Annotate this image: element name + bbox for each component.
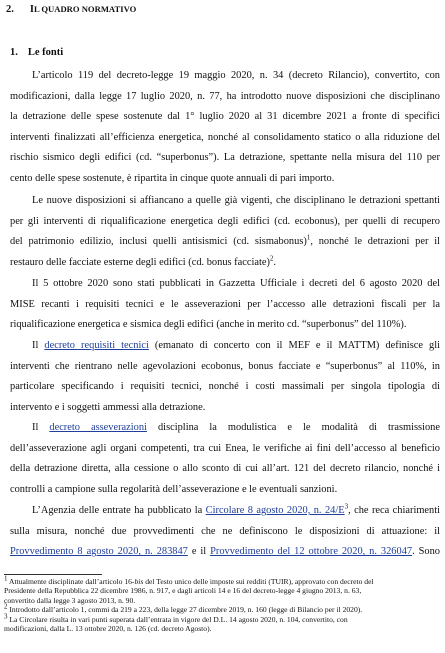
paragraph-line: L’articolo 119 del decreto-legge 19 maggio 2020, n. 34 (decreto Rilancio), convertito, con	[32, 70, 440, 81]
text-run: . Sono	[412, 546, 440, 558]
paragraph-line	[10, 253, 440, 274]
paragraph-line: intervento e i soggetti ammessi alla detrazione.	[10, 401, 206, 413]
paragraph-line: interventi finalizzati all’efficienza energetica, nonché al consolidamento statico o alla riduzione del	[10, 131, 440, 143]
provvedimento-283847-link[interactable]: Provvedimento 8 agosto 2020, n. 283847	[10, 546, 188, 558]
footnote-line	[4, 596, 442, 605]
footnote-mark: 1	[4, 574, 8, 583]
text-run: (emanato di concerto con il MEF e il MATTM) definisce gli	[154, 340, 440, 351]
section-title-rest-1: L	[33, 4, 42, 14]
paragraph-line: particolare specificando i requisiti tecnici, nonché i costi massimali per singola tipologia di	[10, 381, 440, 393]
paragraph-line: per gli interventi di riqualificazione energetica degli edifici (cd. ecobonus), per quelli di recupero	[10, 215, 440, 227]
section-number: 2.	[6, 4, 14, 15]
section-title-initial: I	[29, 4, 34, 15]
paragraph-line	[10, 501, 440, 522]
text-run: restauro delle facciate esterne degli edifici (cd. bonus facciate)	[10, 256, 270, 268]
footnote-mark: 3	[4, 612, 8, 621]
paragraph-line: Le nuove disposizioni si affiancano a quelle già vigenti, che disciplinano le detrazioni spettanti	[32, 195, 440, 206]
footnote-line	[4, 574, 442, 586]
paragraph-line	[10, 336, 440, 357]
paragraph-6	[10, 501, 440, 563]
footnotes	[4, 574, 442, 634]
paragraph-line: cento delle spese sostenute, è ripartita in cinque quote annuali di pari importo.	[10, 172, 335, 184]
paragraph-line: MISE recanti i requisiti tecnici e le asseverazioni per l’accesso alle detrazioni fiscali per la	[10, 298, 440, 310]
provvedimento-326047-link[interactable]: Provvedimento del 12 ottobre 2020, n. 326047	[210, 546, 413, 558]
paragraph-line: riqualificazione energetica e sismica degli edifici (anche in merito cd. “superbonus” del 110%).	[10, 319, 407, 331]
paragraph-line: la detrazione delle spese sostenute dal 1° luglio 2020 al 31 dicembre 2021 a fronte di specifici	[10, 111, 440, 123]
paragraph-line: Il 5 ottobre 2020 sono stati pubblicati in Gazzetta Ufficiale i decreti del 6 agosto 2020 del	[32, 278, 440, 289]
text-run: Attualmente disciplinate dall’articolo 16-	[7, 577, 135, 586]
paragraph-1	[10, 66, 440, 190]
paragraph-line: controlli a campione sulla regolarità dell’asseverazione e le eventuali sanzioni.	[10, 483, 338, 495]
paragraph-line	[10, 542, 440, 563]
text-run: e il	[187, 546, 211, 558]
text-run-italic: bis	[134, 577, 144, 586]
paragraph-line: sulla misura, nonché due provvedimenti che ne definiscono le disposizioni di attuazione: il	[10, 525, 440, 537]
circolare-24e-link[interactable]: Circolare 8 agosto 2020, n. 24/E	[205, 505, 345, 516]
paragraph-4	[10, 336, 440, 418]
text-run: , nonché le detrazioni per il	[310, 236, 440, 248]
text-run: Il	[32, 340, 39, 351]
footnote-line	[4, 602, 442, 615]
paragraph-line: della detrazione diretta, alla cessione o allo sconto di cui all’art. 121 del decreto rilancio, nonché i	[10, 463, 440, 475]
section-title-rest-2: QUADRO NORMATIVO	[41, 4, 137, 14]
subsection-number: 1.	[10, 47, 18, 58]
paragraph-line: modificazioni, dalla legge 17 luglio 2020, n. 77, ha introdotto nuove disposizioni che disciplinano	[10, 90, 440, 102]
text-run: La Circolare risulta in vari punti superata dall’entrata in vigore del D.L. 14 agosto 2020, n. 104, convertito, con	[7, 614, 348, 624]
subsection-heading	[10, 47, 63, 58]
footnote-line	[4, 624, 442, 633]
text-run: del Testo unico delle imposte sui redditi (TUIR), approvato con decreto del	[143, 577, 374, 586]
paragraph-line: rischio sismico degli edifici (cd. “superbonus”). La detrazione, spettante nella misura del 110 per	[10, 152, 440, 164]
paragraph-line: interventi che rientrano nelle agevolazioni ecobonus, bonus facciate e “superbonus” al 110%, in	[10, 360, 440, 372]
decreto-asseverazioni-link[interactable]: decreto asseverazioni	[49, 422, 147, 433]
text-run: Presidente della Repubblica 22 dicembre 1986, n. 917, e dagli articoli 14 e 16 del decreto-legge 4 giugno 2013, n. 63,	[4, 586, 362, 596]
text-run: Il	[32, 422, 39, 433]
text-run: Introdotto dall’articolo 1, commi da 219 a 223, della legge 27 dicembre 2019, n. 160 (legge di Bilancio per il 2020).	[7, 605, 363, 615]
footnote-line	[4, 586, 442, 595]
text-run: , che reca chiarimenti	[348, 505, 441, 516]
footnote-ref-2[interactable]: 2	[269, 254, 274, 263]
paragraph-line	[10, 418, 440, 439]
footnote-ref-1[interactable]: 1	[306, 233, 311, 242]
paragraph-5	[10, 418, 440, 500]
paragraph-3	[10, 274, 440, 336]
section-heading	[6, 4, 136, 15]
subsection-title: Le fonti	[27, 47, 64, 58]
paragraph-line	[10, 232, 440, 253]
footnote-separator	[4, 574, 102, 575]
decreto-requisiti-tecnici-link[interactable]: decreto requisiti tecnici	[44, 340, 149, 351]
footnote-line	[4, 612, 442, 624]
text-run: del patrimonio edilizio, inclusi quelli antisismici (cd. sismabonus)	[10, 236, 307, 248]
text-run: .	[273, 256, 277, 268]
text-run: disciplina la modulistica e le modalità di trasmissione	[157, 422, 440, 433]
footnote-ref-3[interactable]: 3	[344, 502, 349, 511]
paragraph-line: dell’asseverazione agli organi competenti, tra cui Enea, le verifiche ai fini dell’accesso al beneficio	[10, 442, 440, 454]
paragraph-2	[10, 191, 440, 273]
text-run: L’Agenzia delle entrate ha pubblicato la	[32, 505, 203, 516]
text-run: modificazioni, dalla L. 13 ottobre 2020, n. 126 (cd. decreto Agosto).	[4, 624, 212, 634]
text-run: convertito dalla legge 3 agosto 2013, n. 90.	[4, 595, 136, 605]
footnote-mark: 2	[4, 602, 8, 611]
